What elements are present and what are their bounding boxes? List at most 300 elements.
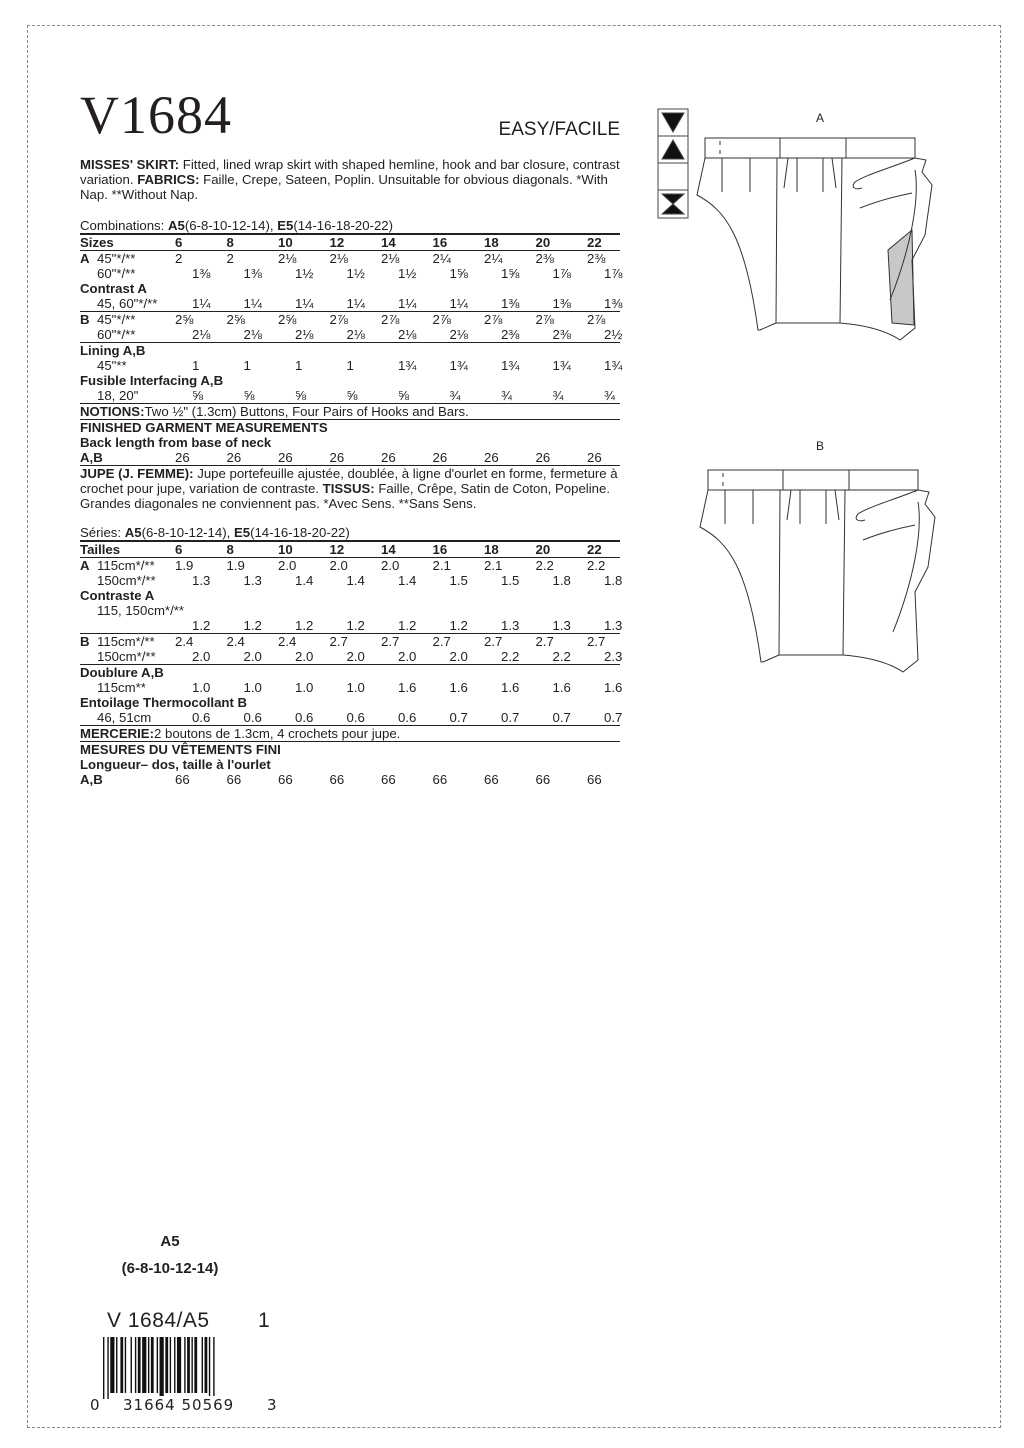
yardage-value: 1.3 [501, 618, 520, 633]
barcode-bar [120, 1337, 123, 1393]
yardage-value: 2⅛ [398, 327, 417, 342]
yardage-value: 0.6 [346, 710, 365, 725]
yardage-heading: Entoilage Thermocollant B [80, 695, 248, 710]
yardage-label [80, 296, 192, 311]
size-column-header: 8 [226, 235, 234, 250]
yardage-row [80, 664, 620, 680]
yardage-label [80, 603, 297, 618]
sizes-label: Sizes [80, 235, 114, 250]
yardage-value: 2 [175, 251, 183, 266]
fabrics-label: TISSUS: [322, 481, 375, 496]
yardage-value: ⅝ [192, 388, 203, 403]
fabric-width: 115cm*/** [97, 634, 155, 649]
combo-code: A5 [124, 525, 142, 540]
yardage-value: 2⅞ [587, 312, 606, 327]
yardage-value: 1¾ [604, 358, 623, 373]
yardage-value: 1.0 [295, 680, 314, 695]
yardage-value: 2.3 [604, 649, 623, 664]
combinations-label: Combinations: [80, 218, 168, 233]
finished-value: 66 [329, 772, 345, 787]
yardage-label [80, 649, 192, 664]
yardage-heading: Contraste A [80, 588, 155, 603]
yardage-value: 2⅝ [175, 312, 194, 327]
without-nap-icon [662, 194, 684, 214]
yardage-heading: Doublure A,B [80, 665, 164, 680]
fabric-width: 46, 51cm [97, 710, 152, 725]
barcode-bar [116, 1337, 117, 1393]
combo-code: E5 [233, 525, 251, 540]
yardage-value: 2⅞ [381, 312, 400, 327]
nap-down-icon [662, 113, 684, 132]
yardage-value: 2¼ [484, 251, 503, 266]
front-panel-seam-left [763, 490, 780, 662]
yardage-value: ¾ [604, 388, 615, 403]
yardage-value: 1¾ [449, 358, 468, 373]
size-column-header: 22 [587, 235, 602, 250]
yardage-value: 2.7 [432, 634, 451, 649]
view-letter: A [80, 251, 90, 266]
size-range: (6-8-10-12-14) [121, 1260, 219, 1277]
yardage-value: 2⅛ [329, 251, 348, 266]
description-title: MISSES' SKIRT: [80, 157, 180, 172]
yardage-value: 1.3 [604, 618, 623, 633]
notions-text: 2 boutons de 1.3cm, 4 crochets pour jupe. [154, 726, 401, 741]
darts [722, 158, 836, 192]
size-column-header: 16 [432, 542, 448, 557]
finished-measurements-row [80, 450, 620, 465]
product-code: V 1684/A5 [107, 1309, 210, 1332]
yardage-value: 1.4 [398, 573, 417, 588]
yardage-value: 2⅝ [226, 312, 245, 327]
front-panel-seam-right [779, 490, 845, 655]
yardage-row [80, 573, 623, 588]
yardage-label [80, 251, 175, 266]
yardage-value: 1.2 [449, 618, 468, 633]
yardage-row [80, 603, 620, 618]
yardage-value: 2.0 [346, 649, 365, 664]
description-title: JUPE (J. FEMME): [80, 466, 194, 481]
notions-label: NOTIONS: [80, 404, 145, 419]
yardage-label [80, 634, 175, 649]
finished-value: 66 [381, 772, 396, 787]
yardage-row [80, 388, 620, 403]
contrast-panel [888, 230, 914, 325]
yardage-value: 2⅝ [278, 312, 297, 327]
yardage-row [80, 327, 623, 342]
barcode-bar [157, 1337, 158, 1393]
yardage-value: 2⅜ [552, 327, 571, 342]
yardage-value: 2⅞ [535, 312, 554, 327]
yardage-value: 1⅜ [192, 266, 211, 281]
size-column-header: 6 [175, 235, 183, 250]
yardage-value: 2.0 [449, 649, 468, 664]
waistband [708, 470, 918, 490]
barcode-bar [165, 1337, 168, 1393]
finished-value: 26 [587, 450, 602, 465]
sizes-header-row [80, 540, 620, 557]
yardage-value: 1.3 [243, 573, 262, 588]
yardage-value: 2.7 [329, 634, 348, 649]
fabric-width: 45"*/** [97, 312, 136, 327]
yardage-label [80, 558, 175, 573]
yardage-value: ⅝ [398, 388, 409, 403]
fabric-width: 150cm*/** [97, 573, 156, 588]
view-letter: B [80, 634, 90, 649]
view-a-label: A [816, 111, 825, 125]
yardage-row [80, 618, 623, 633]
yardage-label [80, 618, 192, 633]
info-column [80, 157, 623, 787]
yardage-value: 1.8 [552, 573, 571, 588]
yardage-value: 2⅜ [535, 251, 554, 266]
yardage-value: 0.7 [501, 710, 520, 725]
yardage-value: 1 [295, 358, 303, 373]
fabrics-text: Faille, Crepe, Sateen, Poplin. Unsuitable for obvious diagonals. *With Nap. **Without Nap. [80, 172, 608, 202]
yardage-row [80, 633, 620, 649]
yardage-value: 1.3 [552, 618, 571, 633]
size-column-header: 20 [535, 542, 551, 557]
barcode-bar [191, 1337, 192, 1393]
size-column-header: 22 [587, 542, 602, 557]
fabric-width: 115cm** [97, 680, 146, 695]
yardage-row [80, 250, 620, 266]
yardage-label [80, 312, 175, 327]
yardage-heading: Contrast A [80, 281, 147, 296]
finished-measurements-row [80, 772, 620, 787]
fabric-width: 150cm*/** [97, 649, 156, 664]
yardage-value: 2⅛ [381, 251, 400, 266]
skirt-view-a [697, 138, 932, 340]
yardage-value: 0.6 [243, 710, 262, 725]
yardage-value: 2⅛ [278, 251, 297, 266]
yardage-value: 1¼ [398, 296, 417, 311]
yardage-row [80, 266, 623, 281]
yardage-value: 2.0 [192, 649, 211, 664]
yardage-value: 2⅜ [587, 251, 606, 266]
yardage-value: 2⅛ [295, 327, 314, 342]
finished-value: 66 [432, 772, 448, 787]
combo-code: E5 [277, 218, 294, 233]
yardage-value: ¾ [501, 388, 512, 403]
finished-measurements-subtitle: Back length from base of neck [80, 435, 272, 450]
left-side [700, 490, 763, 662]
nap-up-icon [662, 140, 684, 159]
finished-value: 66 [587, 772, 602, 787]
description-text: Jupe portefeuille ajustée, doublée, à ligne d'ourlet en forme, fermeture à crochet pour jupe, variation de contraste. [80, 466, 618, 496]
english-section [80, 157, 623, 465]
finished-value: 66 [175, 772, 190, 787]
yardage-value: 2⅛ [243, 327, 262, 342]
darts [725, 490, 839, 524]
combinations-line [80, 525, 620, 540]
combo-sizes: (6-8-10-12-14), [184, 218, 278, 233]
yardage-label [80, 388, 192, 403]
yardage-row [80, 342, 620, 358]
yardage-value: 1.2 [346, 618, 365, 633]
finished-value: 26 [381, 450, 396, 465]
finished-value: 66 [278, 772, 293, 787]
yardage-value: 2.1 [432, 558, 451, 573]
view-letter: B [80, 312, 90, 327]
description-paragraph [80, 466, 620, 511]
yardage-value: 1 [243, 358, 251, 373]
barcode [100, 1337, 265, 1399]
yardage-value: 0.6 [192, 710, 211, 725]
finished-value: 66 [535, 772, 551, 787]
combo-sizes: (14-16-18-20-22) [293, 218, 394, 233]
finished-label: A,B [80, 450, 103, 465]
yardage-value: 2.0 [381, 558, 400, 573]
yardage-row [80, 557, 620, 573]
yardage-value: 1.2 [295, 618, 314, 633]
finished-value: 26 [226, 450, 242, 465]
barcode-bar [107, 1337, 108, 1399]
fabric-width: 45, 60"*/** [97, 296, 158, 311]
yardage-value: 1.4 [346, 573, 365, 588]
finished-value: 26 [278, 450, 293, 465]
yardage-label [80, 710, 192, 725]
yardage-value: 1 [192, 358, 200, 373]
yardage-value: 2.2 [587, 558, 606, 573]
yardage-value: 1¼ [243, 296, 262, 311]
yardage-value: 0.7 [604, 710, 623, 725]
notions-label: MERCERIE: [80, 726, 154, 741]
barcode-bar [125, 1337, 126, 1393]
yardage-row [80, 695, 620, 710]
finished-label: A,B [80, 772, 103, 787]
yardage-value: 2.7 [381, 634, 400, 649]
yardage-value: 1¼ [449, 296, 468, 311]
yardage-value: 2⅛ [346, 327, 365, 342]
yardage-value: 2½ [604, 327, 623, 342]
fabrics-text: Faille, Crêpe, Satin de Coton, Popeline. Grandes diagonales ne conviennent pas. *Avec Sens. **Sans Sens. [80, 481, 611, 511]
fabric-width: 18, 20" [97, 388, 139, 403]
difficulty-level: EASY/FACILE [498, 119, 620, 140]
yardage-value: 1.0 [243, 680, 262, 695]
yardage-value: 2⅜ [501, 327, 520, 342]
yardage-value: 2.2 [552, 649, 571, 664]
waistband [705, 138, 915, 158]
yardage-value: 1.3 [192, 573, 211, 588]
skirt-view-b [700, 470, 935, 672]
size-column-header: 18 [484, 542, 499, 557]
fabric-width: 60"*/** [97, 266, 136, 281]
yardage-value: 1⅞ [552, 266, 571, 281]
yardage-value: 2.4 [278, 634, 297, 649]
barcode-bar [177, 1337, 181, 1393]
right-side [843, 490, 935, 672]
yardage-value: 2¼ [432, 251, 451, 266]
notions-line [80, 403, 620, 419]
yardage-value: 1⅜ [501, 296, 520, 311]
yardage-value: 1¾ [398, 358, 417, 373]
yardage-value: 2.1 [484, 558, 503, 573]
front-panel-seam-right [776, 158, 842, 323]
size-column-header: 20 [535, 235, 551, 250]
yardage-value: 1.9 [226, 558, 245, 573]
barcode-bar [174, 1337, 175, 1393]
waistband-seams [780, 138, 846, 158]
yardage-value: 1 [346, 358, 354, 373]
yardage-value: 1.2 [243, 618, 262, 633]
yardage-row [80, 649, 623, 664]
yardage-value: 2.0 [295, 649, 314, 664]
finished-value: 26 [175, 450, 190, 465]
yardage-value: 1⅜ [604, 296, 623, 311]
finished-value: 26 [329, 450, 345, 465]
yardage-value: 2.0 [398, 649, 417, 664]
sizes-header-row [80, 233, 620, 250]
barcode-bar [194, 1337, 197, 1393]
yardage-value: ⅝ [346, 388, 358, 403]
yardage-value: 1¾ [552, 358, 571, 373]
finished-value: 66 [226, 772, 242, 787]
finished-measurements-title: MESURES DU VÊTEMENTS FINI [80, 741, 620, 757]
yardage-value: 0.7 [449, 710, 468, 725]
combinations-line [80, 218, 620, 233]
barcode-left-digit: 0 [90, 1396, 100, 1414]
flounce [856, 490, 919, 632]
barcode-bar [138, 1337, 141, 1393]
yardage-value: 2 [226, 251, 234, 266]
page-number: 1 [258, 1309, 270, 1332]
fabric-width: 115, 150cm*/** [97, 603, 184, 618]
yardage-value: 2⅞ [432, 312, 451, 327]
yardage-value: 1.0 [346, 680, 365, 695]
fabric-direction-icons [658, 109, 688, 218]
barcode-bar [202, 1337, 203, 1393]
barcode-bar [184, 1337, 185, 1393]
yardage-heading: Fusible Interfacing A,B [80, 373, 224, 388]
yardage-value: 1.2 [192, 618, 211, 633]
barcode-bar [209, 1337, 210, 1399]
yardage-value: 2.7 [535, 634, 554, 649]
yardage-value: 1.6 [449, 680, 468, 695]
waistband-seams [783, 470, 849, 490]
yardage-value: 2.4 [226, 634, 245, 649]
yardage-value: 1⅝ [449, 266, 468, 281]
size-column-header: 12 [329, 542, 345, 557]
barcode-bar [131, 1337, 132, 1393]
french-section [80, 465, 623, 787]
barcode-bar [103, 1337, 104, 1399]
yardage-row [80, 281, 620, 296]
notions-text: Two ½" (1.3cm) Buttons, Four Pairs of Hooks and Bars. [144, 404, 469, 419]
yardage-value: ¾ [449, 388, 461, 403]
size-column-header: 12 [329, 235, 345, 250]
yardage-value: 1.2 [398, 618, 417, 633]
finished-value: 26 [432, 450, 448, 465]
yardage-row [80, 358, 623, 373]
fabric-width: 60"*/** [97, 327, 136, 342]
yardage-value: 1¼ [192, 296, 211, 311]
yardage-value: 2⅛ [192, 327, 211, 342]
size-column-header: 8 [226, 542, 234, 557]
yardage-value: 1⅝ [501, 266, 520, 281]
yardage-row [80, 311, 620, 327]
yardage-value: 1.6 [398, 680, 417, 695]
yardage-value: 2⅛ [449, 327, 468, 342]
fabric-width: 45"*/** [97, 251, 136, 266]
barcode-bar [170, 1337, 171, 1393]
yardage-value: 1.4 [295, 573, 314, 588]
pattern-number: V1684 [80, 85, 232, 145]
yardage-value: 1⅜ [243, 266, 262, 281]
yardage-value: 2.0 [278, 558, 297, 573]
right-side [840, 158, 932, 340]
yardage-value: 0.6 [398, 710, 417, 725]
yardage-value: 1.0 [192, 680, 211, 695]
yardage-label [80, 573, 192, 588]
left-side [697, 158, 760, 330]
yardage-value: 1¾ [501, 358, 520, 373]
finished-value: 66 [484, 772, 499, 787]
yardage-value: 1.6 [552, 680, 571, 695]
yardage-value: 1.5 [449, 573, 468, 588]
barcode-right-digit: 3 [267, 1396, 277, 1414]
yardage-value: 1⅜ [552, 296, 571, 311]
yardage-value: 1⅞ [604, 266, 623, 281]
barcode-bar [148, 1337, 149, 1393]
yardage-value: 0.7 [552, 710, 571, 725]
fabrics-label: FABRICS: [137, 172, 200, 187]
fabric-width: 115cm*/** [97, 558, 155, 573]
finished-measurements-subtitle: Longueur– dos, taille à l'ourlet [80, 757, 271, 772]
yardage-value: 1.8 [604, 573, 623, 588]
description-text: Fitted, lined wrap skirt with shaped hemline, hook and bar closure, contrast variation. [80, 157, 620, 187]
description-paragraph [80, 157, 620, 202]
barcode-bar [160, 1337, 164, 1399]
notions-line [80, 725, 620, 741]
combo-sizes: (6-8-10-12-14), [141, 525, 234, 540]
view-letter: A [80, 558, 90, 573]
finished-measurements-title: FINISHED GARMENT MEASUREMENTS [80, 419, 620, 435]
yardage-value: 1.5 [501, 573, 520, 588]
yardage-value: 1¼ [346, 296, 365, 311]
yardage-label [80, 680, 192, 695]
size-column-header: 6 [175, 542, 183, 557]
yardage-label [80, 327, 192, 342]
yardage-value: 2.0 [329, 558, 348, 573]
yardage-value: 1½ [295, 266, 314, 281]
combo-sizes: (14-16-18-20-22) [250, 525, 350, 540]
barcode-bar [110, 1337, 114, 1393]
combinations-label: Séries: [80, 525, 125, 540]
yardage-value: 2⅞ [484, 312, 503, 327]
yardage-value: 0.6 [295, 710, 314, 725]
size-column-header: 18 [484, 235, 499, 250]
yardage-value: 2.2 [501, 649, 520, 664]
yardage-value: ⅝ [295, 388, 306, 403]
yardage-row [80, 680, 623, 695]
yardage-row [80, 296, 623, 311]
yardage-value: ⅝ [243, 388, 255, 403]
yardage-value: 2.7 [484, 634, 503, 649]
yardage-value: 2.7 [587, 634, 606, 649]
finished-value: 26 [484, 450, 499, 465]
yardage-value: 2.2 [535, 558, 554, 573]
size-column-header: 14 [381, 235, 396, 250]
barcode-bar [142, 1337, 146, 1393]
yardage-value: 1.6 [604, 680, 623, 695]
barcode-bar [187, 1337, 190, 1393]
yardage-value: 2⅞ [329, 312, 348, 327]
size-column-header: 10 [278, 542, 293, 557]
barcode-bar [151, 1337, 154, 1393]
sizes-label: Tailles [80, 542, 121, 557]
yardage-label [80, 266, 192, 281]
yardage-label [80, 358, 192, 373]
